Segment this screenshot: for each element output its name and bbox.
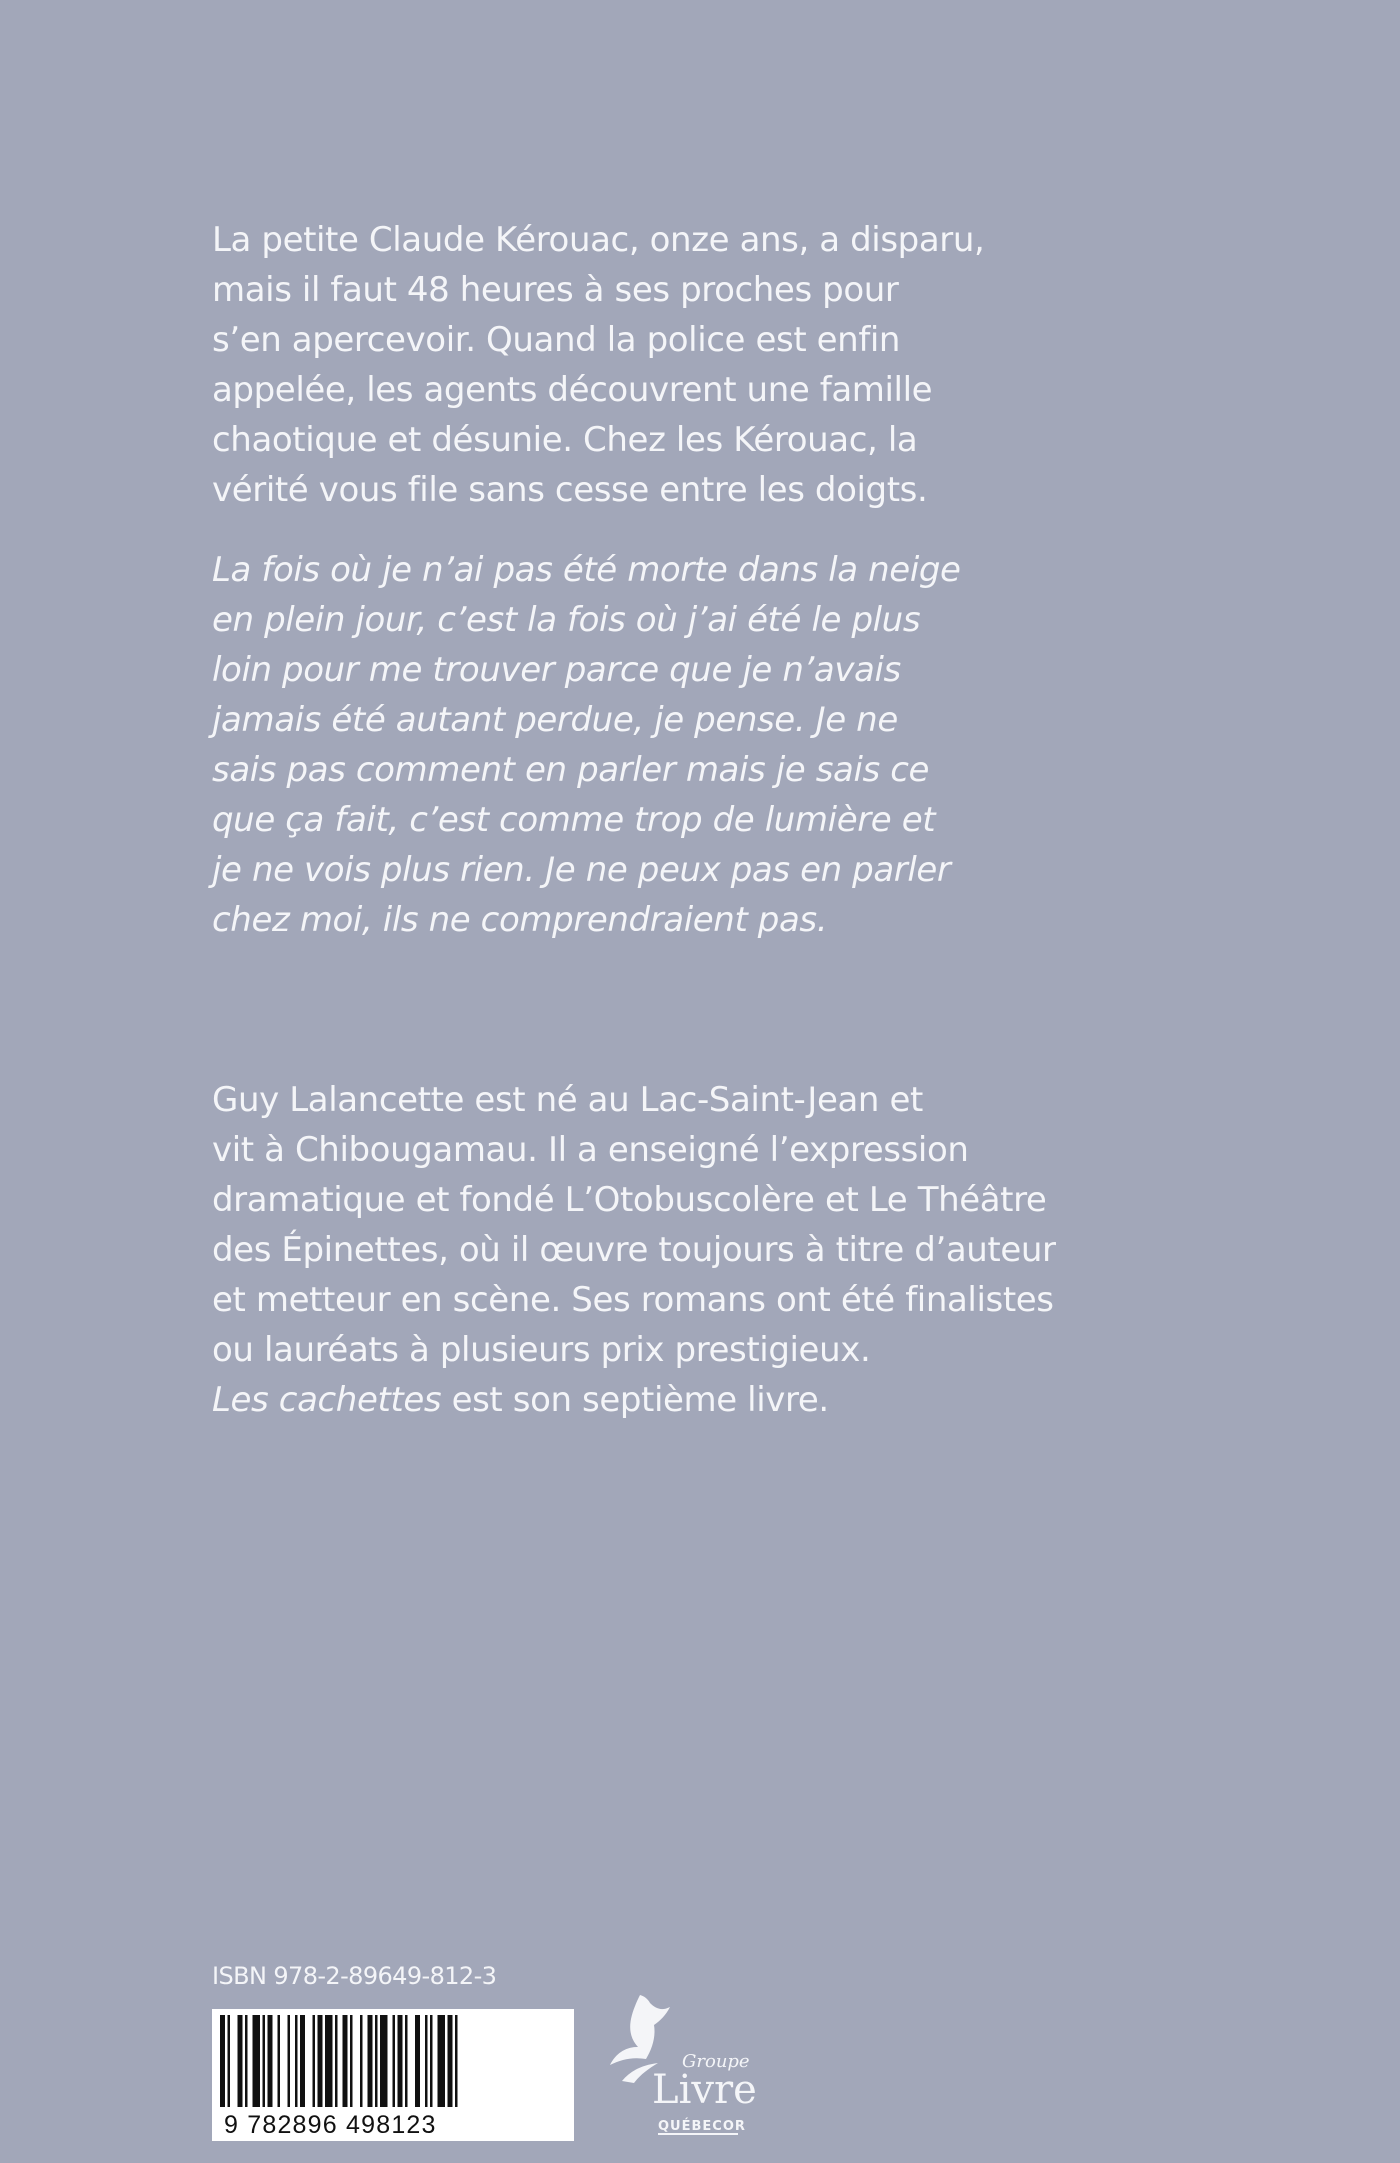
barcode-bar — [313, 2015, 316, 2107]
logo-livre-text: Livre — [652, 2067, 757, 2113]
barcode-bars — [220, 2015, 458, 2107]
bio-line: vit à Chibougamau. Il a enseigné l’expression — [212, 1130, 969, 1170]
logo-groupe-text: Groupe — [682, 2051, 750, 2072]
barcode-bar — [360, 2015, 363, 2107]
barcode — [212, 2009, 574, 2141]
barcode-bar — [325, 2015, 333, 2107]
bio-last-line — [212, 1375, 1052, 1425]
synopsis-line: mais il faut 48 heures à ses proches pour — [212, 270, 899, 310]
excerpt-paragraph — [212, 545, 1052, 945]
barcode-bar — [278, 2015, 281, 2107]
barcode-bar — [288, 2015, 291, 2107]
bio-line: Guy Lalancette est né au Lac-Saint-Jean et — [212, 1080, 923, 1120]
barcode-graphic — [212, 2009, 574, 2141]
book-title: Les cachettes — [212, 1380, 442, 1420]
synopsis-line: s’en apercevoir. Quand la police est enfin — [212, 320, 901, 360]
barcode-bar — [380, 2015, 388, 2107]
publisher-logo — [600, 1985, 760, 2140]
barcode-bar — [350, 2015, 353, 2107]
barcode-bar — [398, 2015, 403, 2107]
excerpt-line: loin pour me trouver parce que je n’avais — [212, 650, 901, 690]
excerpt-line: La fois où je n’ai pas été morte dans la neige — [212, 550, 961, 590]
barcode-bar — [245, 2015, 248, 2107]
excerpt-line: je ne vois plus rien. Je ne peux pas en parler — [212, 850, 951, 890]
barcode-bar — [415, 2015, 420, 2107]
barcode-bar — [300, 2015, 305, 2107]
bio-line: dramatique et fondé L’Otobuscolère et Le Théâtre — [212, 1180, 1047, 1220]
barcode-digits: 9 782896 498123 — [224, 2111, 437, 2139]
excerpt-line: chez moi, ils ne comprendraient pas. — [212, 900, 828, 940]
barcode-bar — [430, 2015, 433, 2107]
barcode-bar — [335, 2015, 338, 2107]
excerpt-line: sais pas comment en parler mais je sais ce — [212, 750, 930, 790]
barcode-bar — [368, 2015, 373, 2107]
excerpt-line: jamais été autant perdue, je pense. Je ne — [212, 700, 898, 740]
barcode-bar — [343, 2015, 348, 2107]
barcode-bar — [220, 2015, 225, 2107]
bio-line: des Épinettes, où il œuvre toujours à titre d’auteur — [212, 1230, 1056, 1270]
barcode-bar — [268, 2015, 273, 2107]
excerpt-line: en plein jour, c’est la fois où j’ai été le plus — [212, 600, 921, 640]
barcode-bar — [263, 2015, 266, 2107]
synopsis-line: chaotique et désunie. Chez les Kérouac, la — [212, 420, 918, 460]
barcode-bar — [318, 2015, 323, 2107]
excerpt-line: que ça fait, c’est comme trop de lumière et — [212, 800, 936, 840]
logo-quebecor-text: QUÉBECOR — [658, 2119, 746, 2134]
synopsis-line: appelée, les agents découvrent une famille — [212, 370, 933, 410]
isbn-label: ISBN 978-2-89649-812-3 — [212, 1962, 497, 1990]
publisher-logo-graphic — [600, 1985, 760, 2140]
synopsis-line: La petite Claude Kérouac, onze ans, a disparu, — [212, 220, 985, 260]
barcode-bar — [238, 2015, 243, 2107]
barcode-bar — [228, 2015, 231, 2107]
barcode-bar — [448, 2015, 453, 2107]
barcode-bar — [405, 2015, 408, 2107]
barcode-bar — [438, 2015, 446, 2107]
barcode-bar — [455, 2015, 458, 2107]
barcode-bar — [393, 2015, 396, 2107]
bio-last-line-rest: est son septième livre. — [441, 1380, 829, 1420]
author-bio — [212, 1075, 1056, 1425]
bio-line: ou lauréats à plusieurs prix prestigieux. — [212, 1330, 871, 1370]
bird-icon — [610, 1995, 670, 2065]
synopsis-paragraph — [212, 215, 1052, 515]
synopsis-line: vérité vous file sans cesse entre les doigts. — [212, 470, 928, 510]
barcode-bar — [375, 2015, 378, 2107]
barcode-bar — [295, 2015, 298, 2107]
bio-line: et metteur en scène. Ses romans ont été finalistes — [212, 1280, 1054, 1320]
barcode-bar — [253, 2015, 261, 2107]
barcode-bar — [425, 2015, 428, 2107]
